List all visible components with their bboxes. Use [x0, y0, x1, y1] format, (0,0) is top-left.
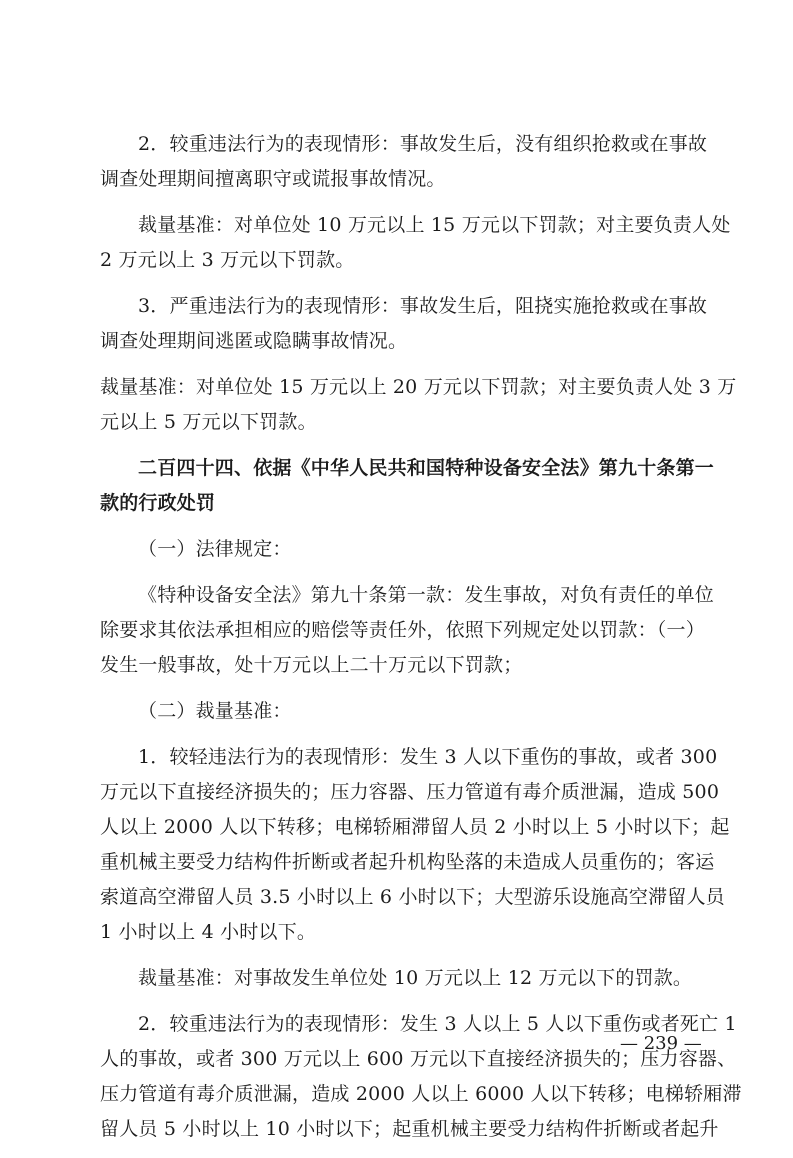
paragraph-p2: [100, 208, 731, 278]
text-line: 1．较轻违法行为的表现情形：发生 3 人以下重伤的事故，或者 300: [138, 746, 718, 768]
text-line: 发生一般事故，处十万元以上二十万元以下罚款；: [100, 654, 523, 676]
text-line: 重机械主要受力结构件折断或者起升机构坠落的未造成人员重伤的；客运: [100, 851, 715, 873]
text-line: 人以上 2000 人以下转移；电梯轿厢滞留人员 2 小时以上 5 小时以下；起: [100, 816, 730, 838]
text-line: 裁量基准：对单位处 10 万元以上 15 万元以下罚款；对主要负责人处: [138, 214, 731, 236]
text-line: 3．严重违法行为的表现情形：事故发生后，阻挠实施抢救或在事故: [138, 295, 708, 317]
paragraph-p9: [100, 740, 730, 950]
text-line: 元以上 5 万元以下罚款。: [100, 411, 317, 433]
text-line: 索道高空滞留人员 3.5 小时以上 6 小时以下；大型游乐设施高空滞留人员: [100, 886, 725, 908]
paragraph-p3: [100, 289, 708, 359]
text-line: 《特种设备安全法》第九十条第一款：发生事故，对负有责任的单位: [138, 584, 715, 606]
text-line: 裁量基准：对事故发生单位处 10 万元以上 12 万元以下的罚款。: [138, 967, 693, 989]
paragraph-p4: [100, 370, 737, 440]
text-line: 调查处理期间擅离职守或谎报事故情况。: [100, 168, 446, 190]
text-line: 2 万元以上 3 万元以下罚款。: [100, 249, 355, 271]
text-line: （一）法律规定：: [138, 538, 292, 560]
text-line: 裁量基准：对单位处 15 万元以上 20 万元以下罚款；对主要负责人处 3 万: [100, 376, 737, 398]
text-line: 1 小时以上 4 小时以下。: [100, 921, 317, 943]
paragraph-p1: [100, 127, 708, 197]
page-number: — 239 —: [620, 1033, 702, 1054]
document-page: [100, 127, 742, 1158]
text-line: 除要求其依法承担相应的赔偿等责任外，依照下列规定处以罚款：（一）: [100, 619, 705, 641]
paragraph-p7: [100, 578, 715, 683]
paragraph-p6: [100, 532, 700, 567]
heading-line: 二百四十四、依据《中华人民共和国特种设备安全法》第九十条第一: [138, 457, 715, 479]
text-line: 调查处理期间逃匿或隐瞒事故情况。: [100, 330, 408, 352]
text-line: 人的事故，或者 300 万元以上 600 万元以下直接经济损失的；压力容器、: [100, 1048, 737, 1070]
paragraph-p11: [100, 1007, 742, 1147]
text-line: 万元以下直接经济损失的；压力容器、压力管道有毒介质泄漏，造成 500: [100, 781, 720, 803]
section-heading: [100, 451, 715, 521]
paragraph-p10: [100, 961, 700, 996]
text-line: 压力管道有毒介质泄漏，造成 2000 人以上 6000 人以下转移；电梯轿厢滞: [100, 1083, 742, 1105]
paragraph-p8: [100, 694, 700, 729]
text-line: 2．较重违法行为的表现情形：事故发生后，没有组织抢救或在事故: [138, 133, 708, 155]
heading-line: 款的行政处罚: [100, 492, 216, 514]
text-line: 留人员 5 小时以上 10 小时以下；起重机械主要受力结构件折断或者起升: [100, 1118, 719, 1140]
text-line: 2．较重违法行为的表现情形：发生 3 人以上 5 人以下重伤或者死亡 1: [138, 1013, 737, 1035]
text-line: （二）裁量基准：: [138, 700, 292, 722]
